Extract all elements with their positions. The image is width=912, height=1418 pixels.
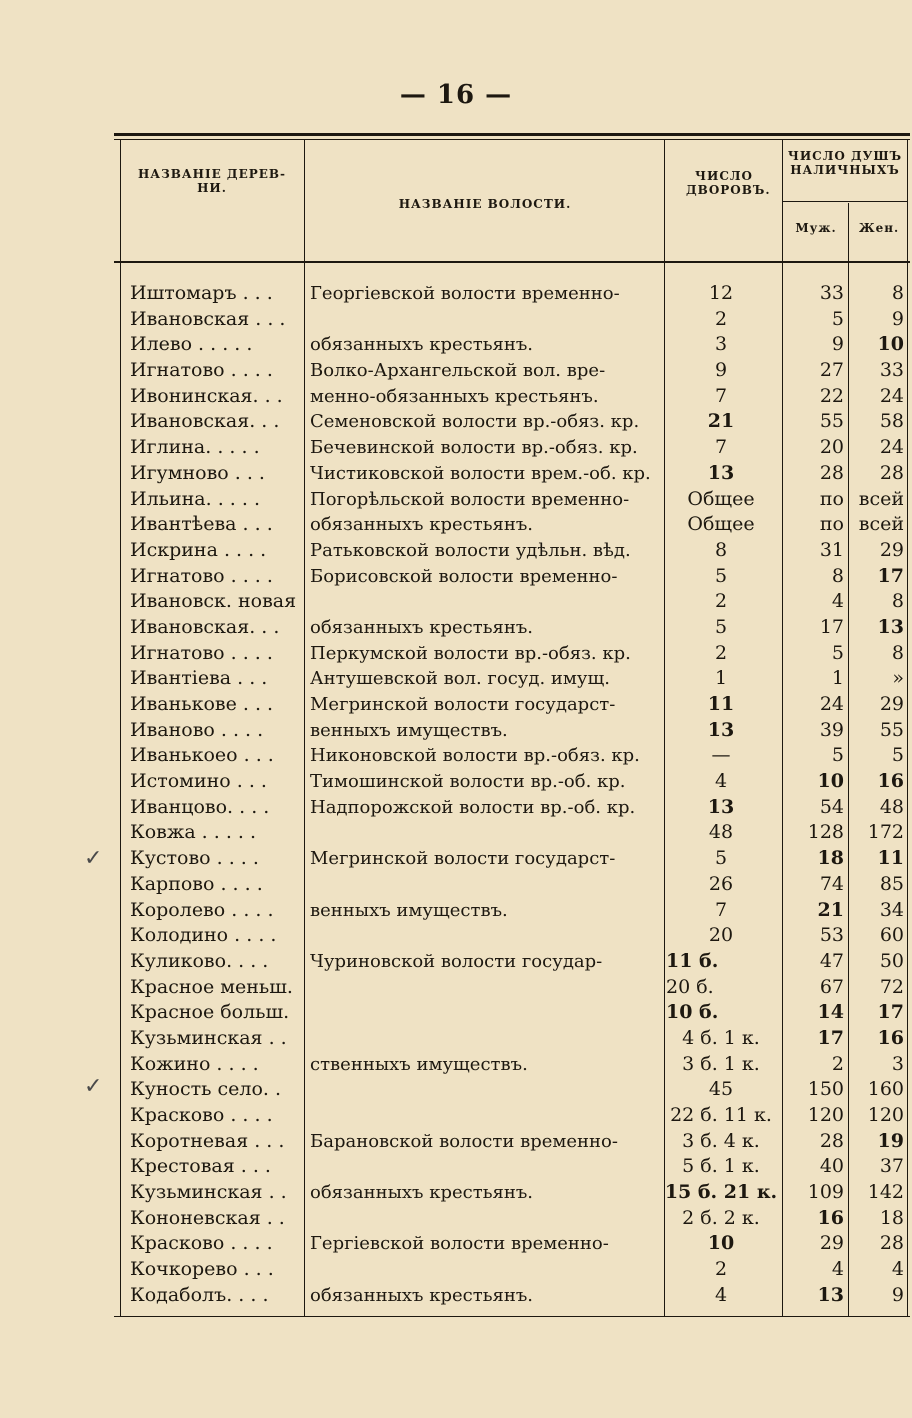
male-count: 40 [819,1155,844,1178]
yards-count: 48 [708,821,734,844]
female-count: 85 [879,872,904,895]
yards-count: 1 [714,667,728,690]
female-count: » [892,667,904,690]
volost-name: Георгіевской волости временно- [310,283,620,304]
male-count: 4 [831,1258,844,1281]
table-row [114,1231,910,1257]
female-count: 28 [879,1232,904,1255]
village-name: Колодино . . . . [130,924,277,947]
male-count: 74 [819,872,844,895]
margin-check-mark: ✓ [84,1074,103,1099]
village-name: Куликово. . . . [130,949,269,972]
village-name: Красково . . . . [130,1232,273,1255]
yards-count: 26 [708,872,734,895]
male-count: 109 [807,1181,844,1204]
yards-count: 4 б. 1 к. [682,1026,760,1049]
table-row [114,1154,910,1180]
table-row [114,872,910,898]
table-row [114,564,910,590]
female-count: 34 [879,898,904,921]
village-name: Иглина. . . . . [130,436,260,459]
table-row [114,898,910,924]
female-count: 16 [877,1026,904,1049]
table-row [114,923,910,949]
yards-count: 12 [708,282,734,304]
village-name: Ильина. . . . . [130,487,260,510]
yards-count: 22 б. 11 к. [670,1104,772,1126]
female-count: 50 [879,949,904,972]
village-name: Кустово . . . . [130,847,259,870]
village-name: Кожино . . . . [130,1052,259,1075]
volost-name: венныхъ имуществъ. [310,899,508,921]
table-body [114,281,910,1309]
volost-name: Гергіевской волости временно- [310,1233,609,1255]
volost-name: менно-обязанныхъ крестьянъ. [310,385,599,407]
village-name: Ивановск. новая [130,590,297,613]
table-row [114,409,910,435]
female-count: 17 [877,1001,904,1024]
male-count: 1 [831,667,844,690]
male-count: 55 [819,410,844,433]
female-count: 33 [879,359,904,382]
page-number: — 16 — [399,80,513,110]
village-name: Иштомаръ . . . [130,282,273,304]
male-count: 67 [819,975,844,998]
table-bottom-rule [114,1316,910,1317]
village-name: Карпово . . . . [130,872,263,895]
male-count: 29 [819,1232,844,1255]
village-name: Кононевская . . [130,1206,285,1229]
village-name: Иванькове . . . [130,693,274,715]
volost-name: венныхъ имуществъ. [310,719,508,741]
yards-count: 13 [707,795,735,818]
male-count: 4 [831,590,844,613]
female-count: 9 [891,1283,904,1306]
table-row [114,1000,910,1026]
village-name: Ивонинская. . . [130,384,283,407]
female-count: 29 [879,693,904,715]
female-count: 16 [877,770,904,793]
village-name: Королево . . . . [130,898,274,921]
yards-count: 10 [707,1232,735,1255]
female-count: 24 [879,384,904,407]
table-row [114,949,910,975]
village-name: Красное меньш. [130,975,293,998]
table-row [114,307,910,333]
village-name: Коротневая . . . [130,1129,285,1152]
table-row [114,1077,910,1103]
volost-name: обязанныхъ крестьянъ. [310,334,534,356]
male-count: 14 [817,1001,844,1024]
header-volost: НАЗВАНІЕ ВОЛОСТИ. [398,197,572,211]
table-row [114,743,910,769]
volost-name: Чистиковской волости врем.-об. кр. [310,462,651,484]
yards-count: 21 [707,410,735,433]
table-row [114,795,910,821]
male-count: 16 [817,1206,844,1229]
female-count: 24 [879,436,904,459]
yards-count: 5 б. 1 к. [682,1155,760,1178]
yards-count: 3 [714,333,728,356]
yards-count: 11 б. [666,949,719,972]
header-bottom-rule [114,261,910,263]
female-count: 18 [879,1206,904,1229]
table-row [114,332,910,358]
margin-check-mark: ✓ [84,846,103,871]
yards-count: 7 [714,384,728,407]
female-count: 5 [891,744,904,767]
village-name: Игумново . . . [130,461,265,484]
header-yards: ЧИСЛО ДВОРОВЪ. [686,169,771,198]
volost-name: Чуриновской волости государ- [310,950,603,972]
volost-name: Мегринской волости государст- [310,848,616,870]
yards-count: 2 [714,307,728,330]
table-row [114,281,910,307]
female-count: 17 [877,564,904,587]
header-village: НАЗВАНІЕ ДЕРЕВ- НИ. [137,167,287,196]
volost-name: Тимошинской волости вр.-об. кр. [310,771,626,793]
table-row [114,1283,910,1309]
male-count: по [819,513,844,536]
yards-count: 4 [714,770,728,793]
yards-count: 13 [707,718,735,741]
female-count: 29 [879,538,904,561]
male-count: 27 [819,359,844,382]
table-row [114,1052,910,1078]
female-count: 4 [891,1258,904,1281]
village-name: Илево . . . . . [130,333,253,356]
table-row [114,666,910,692]
female-count: 8 [891,641,904,664]
male-count: 39 [819,718,844,741]
village-name: Игнатово . . . . [130,564,273,587]
volost-name: Надпорожской волости вр.-об. кр. [310,796,636,818]
table-row [114,769,910,795]
table-row [114,384,910,410]
volost-name: обязанныхъ крестьянъ. [310,514,534,536]
yards-count: 13 [707,461,735,484]
village-name: Искрина . . . . [130,538,267,561]
female-count: 160 [867,1078,904,1101]
male-count: 13 [817,1283,844,1306]
yards-count: 20 б. [666,975,714,998]
male-count: 18 [817,847,844,870]
female-count: 120 [867,1104,904,1126]
table-row [114,1257,910,1283]
male-count: 10 [817,770,844,793]
village-name: Ивановская. . . [130,615,280,638]
volost-name: Мегринской волости государст- [310,694,616,715]
male-count: 21 [817,898,844,921]
header-female: Жен. [858,221,900,235]
yards-count: 15 б. 21 к. [664,1181,778,1204]
female-count: 28 [879,461,904,484]
yards-count: 5 [714,615,728,638]
yards-count: 2 б. 2 к. [682,1206,760,1229]
female-count: 19 [877,1129,904,1152]
yards-count: — [711,744,731,767]
table-row [114,975,910,1001]
female-count: 172 [867,821,904,844]
male-count: 128 [807,821,844,844]
yards-count: 2 [714,1258,728,1281]
yards-count: 7 [714,898,728,921]
volost-name: Перкумской волости вр.-обяз. кр. [310,642,631,664]
female-count: 13 [877,615,904,638]
table-row [114,512,910,538]
table-row [114,846,910,872]
volost-name: Волко-Архангельской вол. вре- [310,360,606,382]
male-count: 5 [831,744,844,767]
male-count: 20 [819,436,844,459]
village-name: Красково . . . . [130,1104,273,1126]
table-row [114,1180,910,1206]
village-name: Ивантѣева . . . [130,513,273,536]
header-souls: ЧИСЛО ДУШЪ НАЛИЧНЫХЪ [787,149,903,178]
village-name: Ивановская . . . [130,307,286,330]
table-row [114,487,910,513]
volost-name: Никоновской волости вр.-обяз. кр. [310,745,640,767]
village-name: Ивановская. . . [130,410,280,433]
header-male: Муж. [795,221,837,235]
volost-name: Антушевской вол. госуд. имущ. [310,668,610,690]
volost-name: ственныхъ имуществъ. [310,1053,528,1075]
male-count: 22 [819,384,844,407]
yards-count: 9 [714,359,728,382]
female-count: 8 [891,590,904,613]
volost-name: обязанныхъ крестьянъ. [310,1182,534,1204]
table-row [114,1026,910,1052]
male-count: 53 [819,924,844,947]
volost-name: Бечевинской волости вр.-обяз. кр. [310,437,638,459]
female-count: 60 [879,924,904,947]
yards-count: 2 [714,641,728,664]
female-count: 9 [891,307,904,330]
census-table [114,133,910,1318]
village-name: Иванцово. . . . [130,795,270,818]
yards-count: 5 [714,564,728,587]
table-row [114,1103,910,1129]
table-row [114,692,910,718]
male-count: 54 [819,795,844,818]
souls-subheader-rule [782,201,908,202]
village-name: Ивантіева . . . [130,667,268,690]
male-count: по [819,487,844,510]
table-row [114,1206,910,1232]
yards-count: 4 [714,1283,728,1306]
table-row [114,589,910,615]
yards-count: Общее [687,513,755,536]
female-count: всей [858,487,904,510]
village-name: Истомино . . . [130,770,267,793]
male-count: 2 [831,1052,844,1075]
yards-count: 3 б. 4 к. [682,1129,760,1152]
yards-count: 7 [714,436,728,459]
village-name: Ковжа . . . . . [130,821,257,844]
yards-count: 3 б. 1 к. [682,1052,760,1075]
village-name: Игнатово . . . . [130,641,273,664]
village-name: Крестовая . . . [130,1155,271,1178]
village-name: Игнатово . . . . [130,359,273,382]
male-count: 120 [807,1104,844,1126]
yards-count: 10 б. [666,1001,719,1024]
village-name: Кузьминская . . [130,1181,287,1204]
male-count: 24 [819,693,844,715]
volost-name: обязанныхъ крестьянъ. [310,616,534,638]
village-name: Кузьминская . . [130,1026,287,1049]
table-row [114,1129,910,1155]
table-row [114,615,910,641]
female-count: 72 [879,975,904,998]
village-name: Красное больш. [130,1001,290,1024]
male-count: 150 [807,1078,844,1101]
table-row [114,435,910,461]
female-count: 10 [877,333,904,356]
male-count: 28 [819,461,844,484]
table-top-rule [114,133,910,136]
female-count: 55 [879,718,904,741]
male-count: 17 [817,1026,844,1049]
volost-name: Барановской волости временно- [310,1130,618,1152]
male-count: 47 [819,949,844,972]
female-count: всей [858,513,904,536]
male-count: 5 [831,307,844,330]
volost-name: обязанныхъ крестьянъ. [310,1284,534,1306]
volost-name: Погорѣльской волости временно- [310,488,630,510]
male-count: 33 [819,282,844,304]
village-name: Кодаболъ. . . . [130,1283,269,1306]
table-row [114,820,910,846]
village-name: Куность село. . [130,1078,282,1101]
male-count: 9 [831,333,844,356]
table-row [114,358,910,384]
village-name: Кочкорево . . . [130,1258,274,1281]
female-count: 48 [879,795,904,818]
male-count: 8 [831,564,844,587]
table-row [114,461,910,487]
yards-count: Общее [687,487,755,510]
volost-name: Ратьковской волости удѣльн. вѣд. [310,539,631,561]
table-top-rule-thin [114,139,910,140]
volost-name: Семеновской волости вр.-обяз. кр. [310,411,640,433]
female-count: 3 [891,1052,904,1075]
female-count: 58 [879,410,904,433]
male-count: 28 [819,1129,844,1152]
yards-count: 11 [707,693,735,715]
village-name: Иваново . . . . [130,718,264,741]
table-row [114,538,910,564]
yards-count: 8 [714,538,728,561]
yards-count: 2 [714,590,728,613]
male-count: 5 [831,641,844,664]
male-count: 31 [819,538,844,561]
yards-count: 5 [714,847,728,870]
female-count: 142 [867,1181,904,1204]
yards-count: 45 [708,1078,734,1101]
female-count: 37 [879,1155,904,1178]
female-count: 8 [891,282,904,304]
village-name: Иванькоео . . . [130,744,274,767]
yards-count: 20 [708,924,734,947]
table-row [114,641,910,667]
male-count: 17 [819,615,844,638]
table-row [114,718,910,744]
female-count: 11 [877,847,904,870]
volost-name: Борисовской волости временно- [310,565,618,587]
